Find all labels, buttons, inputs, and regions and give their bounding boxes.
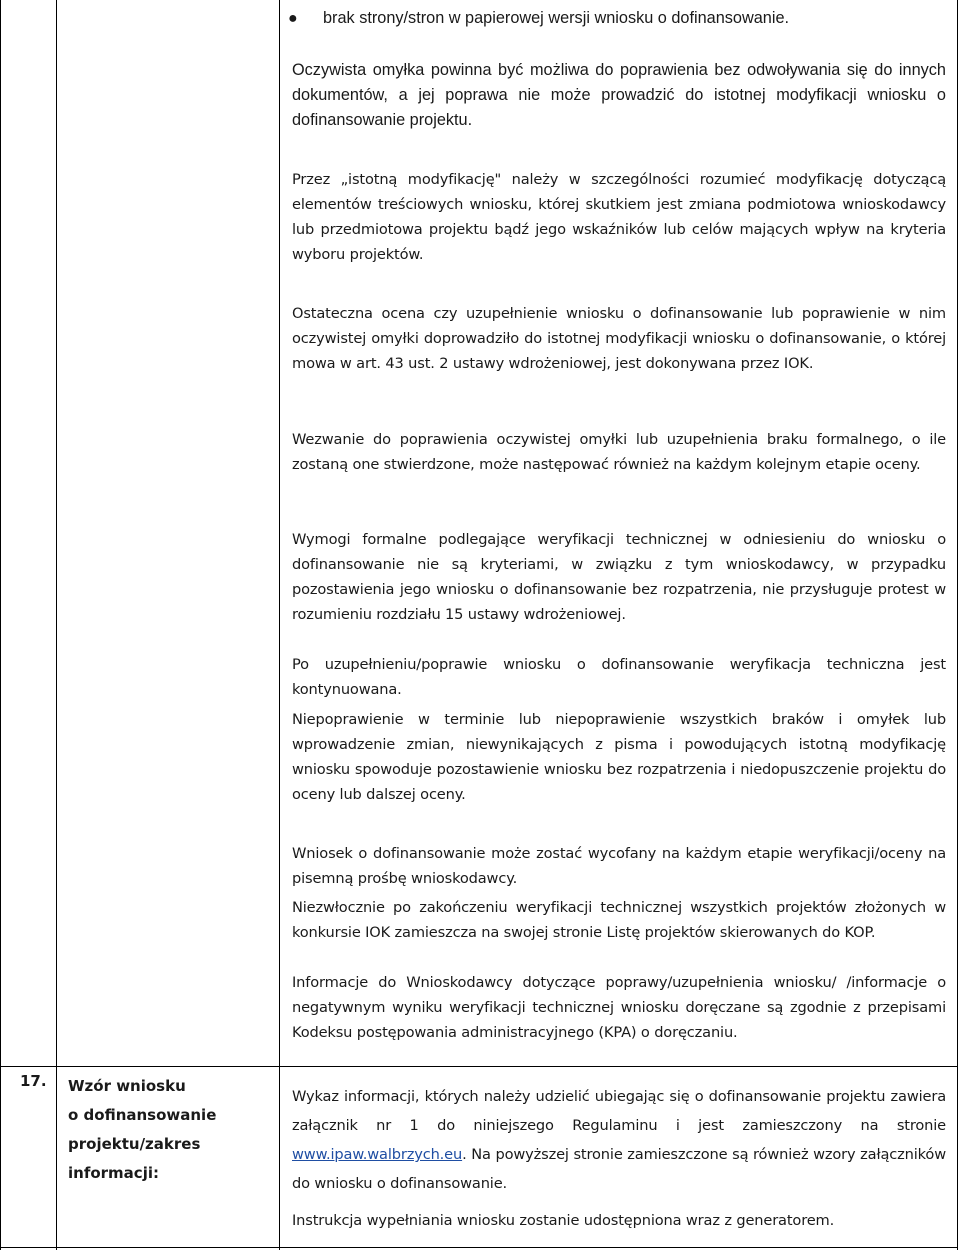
table-border-bottom: [0, 1247, 958, 1248]
paragraph: Przez „istotną modyfikację" należy w szczególności rozumieć modyfikację dotyczącą elementów treściowych wniosku, której skutkiem jest zmiana podmiotowa wnioskodawcy lub przedmiotowa projektu bądź jego wskaźników lub celów mających wpływ na kryteria wyboru projektów.: [292, 171, 946, 263]
table-border-col2: [279, 0, 280, 1250]
paragraph-text: Wykaz informacji, których należy udzielić ubiegając się o dofinansowanie projektu zawiera załącznik nr 1 do niniejszego Regulaminu i jest zamieszczony na stronie: [292, 1088, 946, 1134]
paragraph: Wniosek o dofinansowanie może zostać wycofany na każdym etapie weryfikacji/oceny na pisemną prośbę wnioskodawcy.: [292, 845, 946, 887]
row-label-line: Wzór wniosku: [68, 1077, 186, 1095]
row-label: [68, 1072, 278, 1188]
paragraph: [292, 1082, 946, 1198]
table-border-right: [957, 0, 958, 1250]
paragraph: Ostateczna ocena czy uzupełnienie wniosku o dofinansowanie lub poprawienie w nim oczywistej omyłki doprowadziło do istotnej modyfikacji wniosku o dofinansowanie, o której mowa w art. 43 ust. 2 ustawy wdrożeniowej, jest dokonywana przez IOK.: [292, 305, 946, 372]
row-number: 17.: [20, 1072, 47, 1090]
row-label-line: projektu/zakres: [68, 1135, 201, 1153]
paragraph: Niepoprawienie w terminie lub niepoprawienie wszystkich braków i omyłek lub wprowadzenie zmian, niewynikających z pisma i powodujących istotną modyfikację wniosku spowoduje pozostawienie wniosku bez rozpatrzenia i niedopuszczenie projektu do oceny lub dalszej oceny.: [292, 711, 946, 803]
paragraph: Po uzupełnieniu/poprawie wniosku o dofinansowanie weryfikacja techniczna jest kontynuowana.: [292, 656, 946, 698]
row-label-line: o dofinansowanie: [68, 1106, 217, 1124]
website-link[interactable]: www.ipaw.walbrzych.eu: [292, 1146, 463, 1163]
bullet-icon: ●: [288, 10, 298, 27]
table-border-left: [0, 0, 1, 1250]
table-border-col1: [56, 0, 57, 1250]
bullet-text: brak strony/stron w papierowej wersji wniosku o dofinansowanie.: [323, 9, 790, 27]
paragraph: Wymogi formalne podlegające weryfikacji technicznej w odniesieniu do wniosku o dofinansowanie nie są kryteriami, w związku z tym wnioskodawcy, w przypadku pozostawienia jego wniosku o dofinansowanie bez rozpatrzenia, nie przysługuje protest w rozumieniu rozdziału 15 ustawy wdrożeniowej.: [292, 531, 946, 623]
row-label-line: informacji:: [68, 1164, 159, 1182]
paragraph: Niezwłocznie po zakończeniu weryfikacji technicznej wszystkich projektów złożonych w konkursie IOK zamieszcza na swojej stronie Listę projektów skierowanych do KOP.: [292, 899, 946, 941]
paragraph: Instrukcja wypełniania wniosku zostanie udostępniona wraz z generatorem.: [292, 1212, 835, 1229]
paragraph-text: . Na powyższej stronie zamieszczone są również wzory załączników do wniosku o dofinansowanie.: [292, 1146, 946, 1192]
paragraph: Wezwanie do poprawienia oczywistej omyłki lub uzupełnienia braku formalnego, o ile zostaną one stwierdzone, może następować również na każdym kolejnym etapie oceny.: [292, 431, 946, 473]
paragraph: Informacje do Wnioskodawcy dotyczące poprawy/uzupełnienia wniosku/ /informacje o negatywnym wyniku weryfikacji technicznej wniosku doręczane są zgodnie z przepisami Kodeksu postępowania administracyjnego (KPA) o doręczaniu.: [292, 974, 946, 1041]
paragraph: Oczywista omyłka powinna być możliwa do poprawienia bez odwoływania się do innych dokumentów, a jej poprawa nie może prowadzić do istotnej modyfikacji wniosku o dofinansowanie projektu.: [292, 61, 946, 129]
row-separator: [0, 1066, 958, 1067]
